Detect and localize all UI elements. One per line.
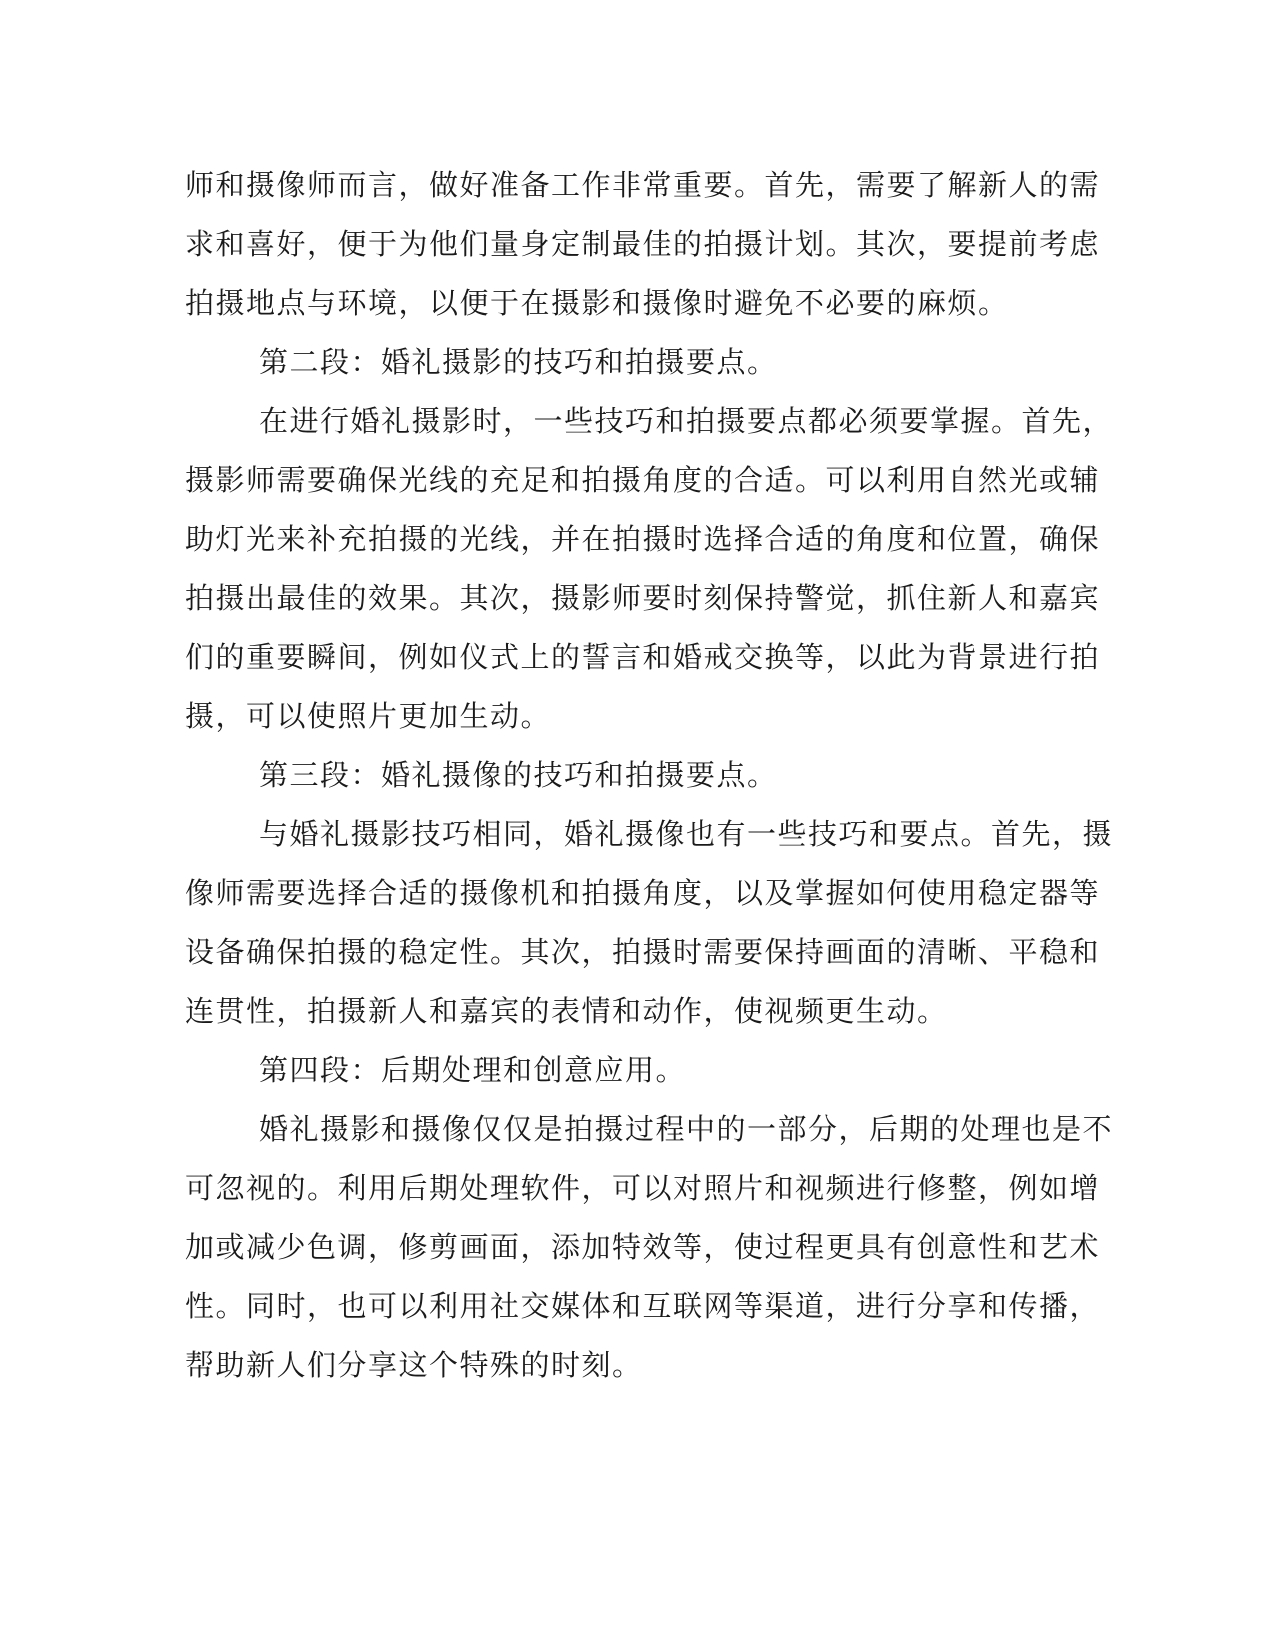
text-line: 性。同时，也可以利用社交媒体和互联网等渠道，进行分享和传播， — [185, 1289, 1101, 1323]
text-line: 拍摄出最佳的效果。其次，摄影师要时刻保持警觉，抓住新人和嘉宾 — [185, 581, 1101, 615]
document-body — [185, 156, 1114, 1395]
text-line: 们的重要瞬间，例如仪式上的誓言和婚戒交换等，以此为背景进行拍 — [185, 640, 1101, 674]
text-line: 帮助新人们分享这个特殊的时刻。 — [185, 1348, 643, 1382]
section-heading-2 — [185, 333, 1085, 392]
text-line: 助灯光来补充拍摄的光线，并在拍摄时选择合适的角度和位置，确保 — [185, 522, 1101, 556]
text-line: 加或减少色调，修剪画面，添加特效等，使过程更具有创意性和艺术 — [185, 1230, 1101, 1264]
paragraph-section-3 — [185, 805, 1114, 1041]
text-line: 与婚礼摄影技巧相同，婚礼摄像也有一些技巧和要点。首先，摄 — [259, 817, 1114, 851]
paragraph-intro-continuation — [185, 156, 1101, 333]
heading-line: 第二段：婚礼摄影的技巧和拍摄要点。 — [259, 345, 778, 379]
heading-line: 第四段：后期处理和创意应用。 — [259, 1053, 687, 1087]
text-line: 连贯性，拍摄新人和嘉宾的表情和动作，使视频更生动。 — [185, 994, 948, 1028]
heading-line: 第三段：婚礼摄像的技巧和拍摄要点。 — [259, 758, 778, 792]
text-line: 在进行婚礼摄影时，一些技巧和拍摄要点都必须要掌握。首先， — [259, 404, 1114, 438]
text-line: 师和摄像师而言，做好准备工作非常重要。首先，需要了解新人的需 — [185, 168, 1101, 202]
text-line: 婚礼摄影和摄像仅仅是拍摄过程中的一部分，后期的处理也是不 — [259, 1112, 1114, 1146]
text-line: 摄，可以使照片更加生动。 — [185, 699, 552, 733]
section-heading-3 — [185, 746, 1085, 805]
text-line: 可忽视的。利用后期处理软件，可以对照片和视频进行修整，例如增 — [185, 1171, 1101, 1205]
paragraph-section-4 — [185, 1100, 1114, 1395]
text-line: 设备确保拍摄的稳定性。其次，拍摄时需要保持画面的清晰、平稳和 — [185, 935, 1101, 969]
text-line: 摄影师需要确保光线的充足和拍摄角度的合适。可以利用自然光或辅 — [185, 463, 1101, 497]
text-line: 拍摄地点与环境，以便于在摄影和摄像时避免不必要的麻烦。 — [185, 286, 1009, 320]
text-line: 像师需要选择合适的摄像机和拍摄角度，以及掌握如何使用稳定器等 — [185, 876, 1101, 910]
text-line: 求和喜好，便于为他们量身定制最佳的拍摄计划。其次，要提前考虑 — [185, 227, 1101, 261]
section-heading-4 — [185, 1041, 1085, 1100]
paragraph-section-2 — [185, 392, 1114, 746]
